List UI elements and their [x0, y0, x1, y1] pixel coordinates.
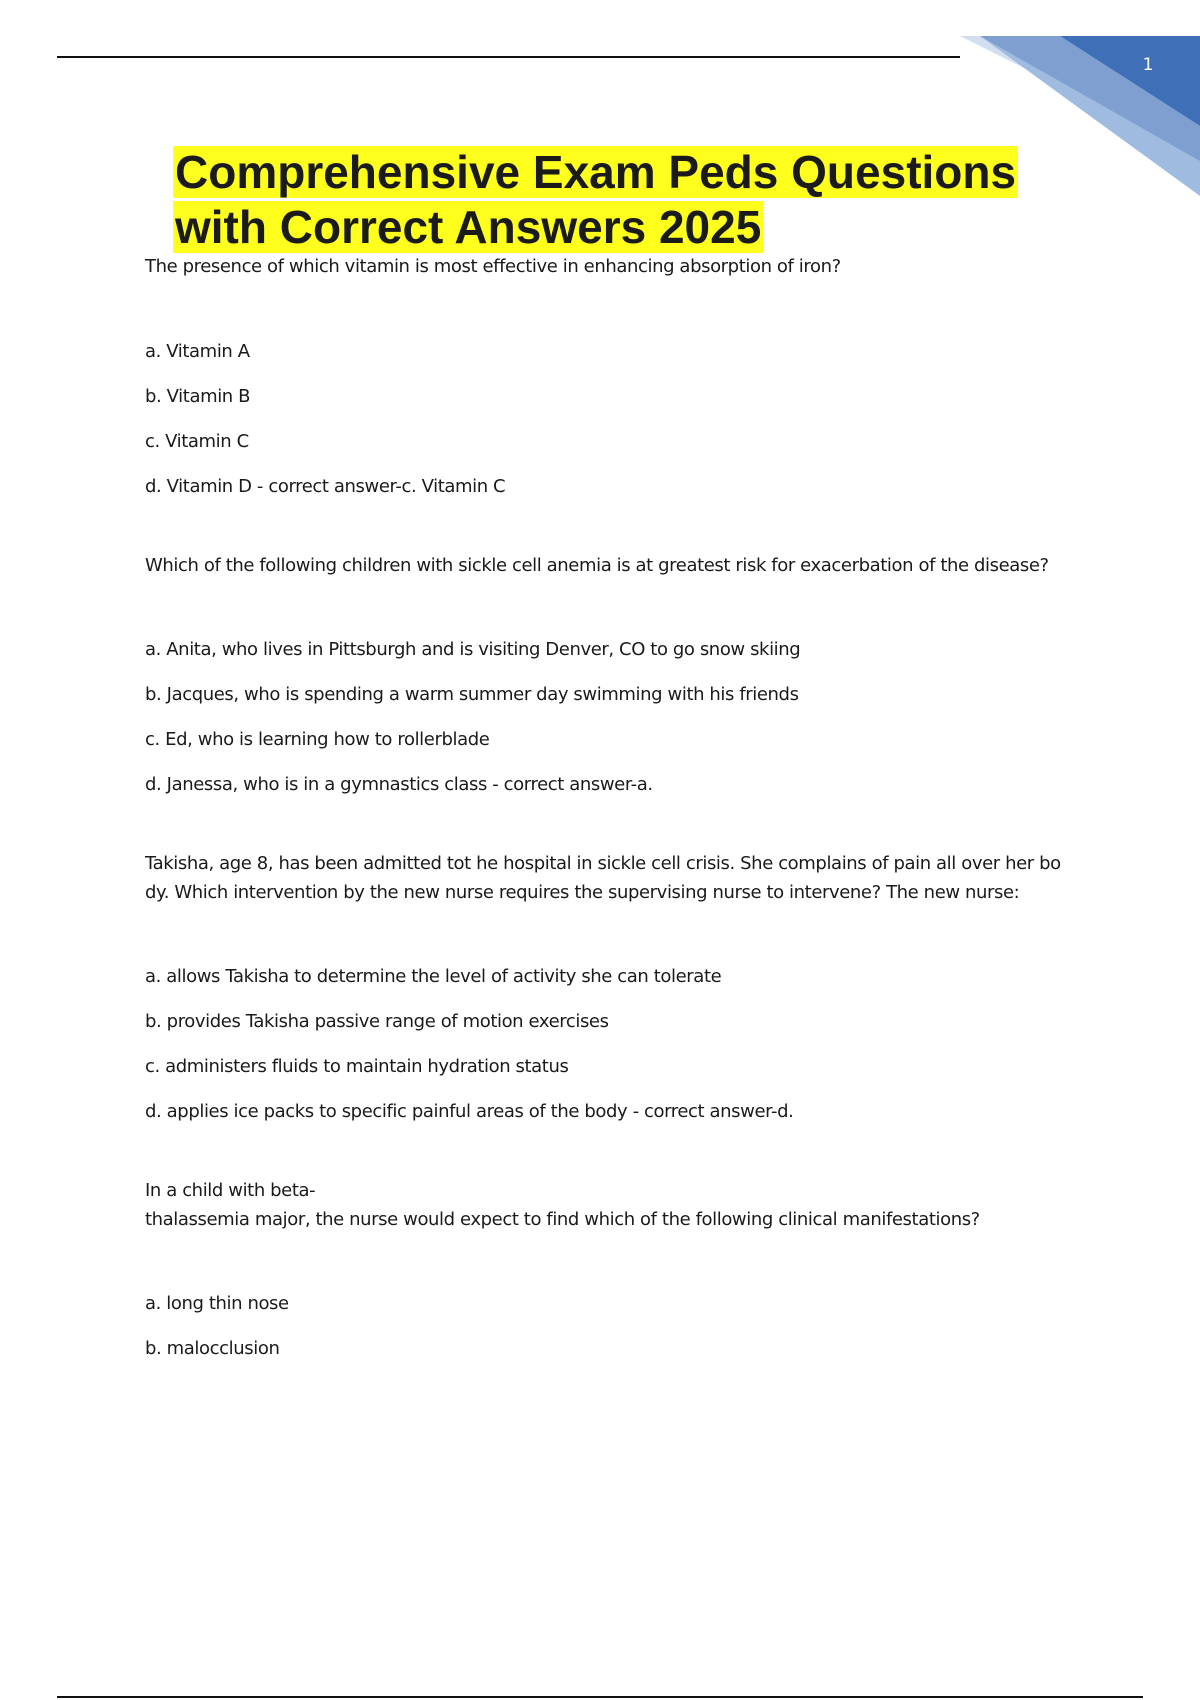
- question-text: In a child with beta- thalassemia major, the nurse would expect to find which of the following clinical manifestations?: [145, 1180, 980, 1230]
- answer-option: d. applies ice packs to specific painful areas of the body - correct answer-d.: [145, 1101, 794, 1122]
- header-rule: [57, 56, 960, 58]
- answer-options: [145, 638, 1145, 797]
- answer-option: a. long thin nose: [145, 1293, 289, 1314]
- answer-options: [145, 340, 1145, 499]
- answer-option: b. Jacques, who is spending a warm summer day swimming with his friends: [145, 684, 799, 705]
- answer-option: d. Vitamin D - correct answer-c. Vitamin C: [145, 475, 506, 497]
- question-block: [145, 1177, 1145, 1361]
- answer-options: [145, 965, 1145, 1124]
- question-text: Takisha, age 8, has been admitted tot he hospital in sickle cell crisis. She complains of pain all over her bo dy. Which intervention by the new nurse requires the supervising nurse to intervene? The new nurse:: [145, 853, 1061, 903]
- answer-option: d. Janessa, who is in a gymnastics class - correct answer-a.: [145, 774, 653, 795]
- footer-rule: [57, 1696, 1143, 1698]
- question-list: [145, 253, 1145, 1414]
- title-line-1: Comprehensive Exam Peds Questions: [175, 146, 1017, 198]
- answer-option: c. administers fluids to maintain hydration status: [145, 1056, 569, 1077]
- question-block: [145, 253, 1145, 499]
- answer-option: b. provides Takisha passive range of motion exercises: [145, 1011, 609, 1032]
- question-block: [145, 850, 1145, 1124]
- answer-option: c. Ed, who is learning how to rollerblade: [145, 729, 490, 750]
- answer-option: a. allows Takisha to determine the level of activity she can tolerate: [145, 966, 722, 987]
- document-title: [173, 145, 1073, 255]
- question-text: Which of the following children with sickle cell anemia is at greatest risk for exacerbation of the disease?: [145, 554, 1049, 576]
- page-number: 1: [1142, 55, 1154, 75]
- question-block: [145, 552, 1145, 798]
- answer-option: b. Vitamin B: [145, 385, 251, 407]
- question-text: The presence of which vitamin is most effective in enhancing absorption of iron?: [145, 256, 841, 277]
- answer-option: a. Anita, who lives in Pittsburgh and is visiting Denver, CO to go snow skiing: [145, 639, 801, 660]
- answer-option: a. Vitamin A: [145, 340, 250, 362]
- title-line-2: with Correct Answers 2025: [175, 201, 762, 253]
- answer-option: b. malocclusion: [145, 1338, 280, 1359]
- answer-option: c. Vitamin C: [145, 430, 249, 452]
- answer-options: [145, 1292, 1145, 1361]
